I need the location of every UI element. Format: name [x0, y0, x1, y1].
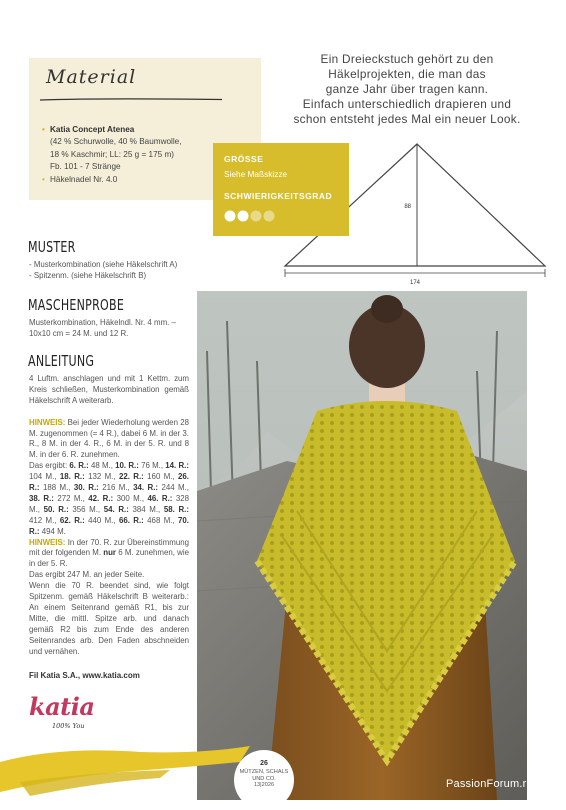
count-stitch-value: 468 M., [143, 515, 179, 525]
hinweis-text: In der 70. R. zur Übereinstimmung mit der folgenden M. [29, 537, 189, 558]
hinweis-label: HINWEIS: [29, 537, 66, 547]
count-stitch-value: 48 M., [88, 461, 116, 471]
counts-intro: Das ergibt: [29, 461, 70, 471]
size-text: Siehe Maßskizze [224, 169, 288, 179]
hinweis-text: Bei jeder Wiederholung werden 28 M. zugenommen (= 4 R.), dabei 6 M. in der 3. R., 8 M. in der 4. R., 6 M. in der 5. R. und 8 M. in der 6. R. zunehmen. [29, 417, 189, 460]
muster-text [29, 260, 199, 282]
count-stitch-value: 244 M., [158, 483, 190, 493]
model-shawl-photo [197, 291, 527, 800]
material-color: Fb. 101 - 7 Stränge [50, 162, 121, 172]
count-stitch-value: 494 M. [39, 526, 66, 536]
material-composition-2: 18 % Kaschmir; LL: 25 g = 175 m) [50, 149, 175, 159]
count-stitch-value: 384 M., [128, 504, 164, 514]
muster-line: - Spitzenm. (siehe Häkelschrift B) [29, 270, 147, 280]
count-stitch-value: 132 M., [84, 472, 119, 482]
count-stitch-value: 300 M., [113, 493, 148, 503]
anleitung-hinweis-2 [29, 538, 189, 571]
intro-line: Einfach unterschiedlich drapieren und [302, 97, 512, 111]
count-stitch-value: 160 M., [143, 472, 179, 482]
material-title: Material [46, 66, 137, 88]
muster-title: MUSTER [28, 238, 76, 256]
count-row-label: 34. R.: [133, 483, 159, 493]
difficulty-dot [264, 211, 275, 222]
count-row-label: 42. R.: [88, 493, 114, 503]
material-underline-stroke [40, 98, 222, 101]
page-subtitle-line: MÜTZEN, SCHALS [239, 769, 289, 775]
anleitung-paragraph: 4 Luftm. anschlagen und mit 1 Kettm. zum Kreis schließen, Musterkombination gemäß Häkelschrift A weiterarb. [29, 374, 189, 405]
count-stitch-value: 104 M., [29, 472, 60, 482]
anleitung-final: Wenn die 70 R. beendet sind, wie folgt Spitzenm. gemäß Häkelschrift B weiterarb.: An einem Seitenrand gemäß R1, bis zur Mitte, die mittl. Spitze arb. und danach gemäß R2 bis zum Ende des anderen Seitenrandes arb. Den Faden abschneiden und vernähen. [29, 581, 189, 656]
count-stitch-value: 272 M., [53, 493, 89, 503]
count-stitch-value: 76 M., [138, 461, 166, 471]
count-row-label: 22. R.: [118, 472, 144, 482]
yellow-brush-stroke [0, 742, 260, 800]
difficulty-dot [251, 211, 262, 222]
count-stitch-value: 412 M., [29, 515, 60, 525]
watermark: PassionForum.ru [446, 778, 533, 790]
count-row-label: 38. R.: [29, 493, 54, 503]
intro-line: Ein Dreieckstuch gehört zu den [320, 52, 494, 66]
intro-line: ganze Jahr über tragen kann. [325, 82, 489, 96]
manufacturer-credit: Fil Katia S.A., www.katia.com [29, 671, 140, 680]
maschenprobe-line: 10x10 cm = 24 M. und 12 R. [29, 328, 129, 338]
hinweis-emphasis: nur [103, 548, 117, 558]
count-stitch-value: 440 M., [84, 515, 119, 525]
count-row-label: 26. R.: [29, 472, 189, 493]
difficulty-rating [224, 209, 284, 223]
count-row-label: 6. R.: [69, 461, 89, 471]
material-needle: • Häkelnadel Nr. 4.0 [42, 174, 254, 186]
size-title: GRÖSSE [224, 154, 264, 164]
maschenprobe-line: Musterkombination, Häkelndl. Nr. 4 mm. – [29, 318, 176, 327]
count-stitch-value: 188 M., [39, 483, 74, 493]
width-label: 174 [409, 280, 421, 286]
anleitung-text [29, 374, 189, 658]
count-row-label: 10. R.: [115, 461, 139, 471]
count-stitch-value: 328 M., [29, 493, 190, 514]
anleitung-total: Das ergibt 247 M. an jeder Seite. [29, 570, 145, 580]
page-subtitle-line: UND CO. [252, 775, 276, 782]
count-row-label: 30. R.: [73, 483, 99, 493]
intro-text [272, 52, 542, 127]
count-stitch-value: 356 M., [68, 504, 104, 514]
maschenprobe-title: MASCHENPROBE [28, 296, 125, 314]
material-yarn: • Katia Concept Atenea [42, 124, 254, 136]
count-row-label: 18. R.: [59, 472, 85, 482]
count-row-label: 14. R.: [165, 461, 189, 471]
hinweis-text: 6 M. zunehmen, wie in der 5. R. [29, 548, 189, 569]
page-number: 26 [260, 760, 268, 767]
page-subtitle-line: 13|2026 [253, 782, 275, 789]
count-row-label: 58. R.: [163, 504, 189, 514]
muster-line: - Musterkombination (siehe Häkelschrift A) [29, 260, 178, 269]
count-row-label: 70. R.: [29, 515, 189, 536]
anleitung-title: ANLEITUNG [28, 352, 95, 370]
count-row-label: 62. R.: [59, 515, 85, 525]
maschenprobe-text [29, 318, 199, 340]
katia-logo-tagline: 100% You [52, 722, 85, 730]
intro-line: schon entsteht jedes Mal ein neuer Look. [293, 112, 521, 126]
difficulty-dot [225, 211, 236, 222]
difficulty-title: SCHWIERIGKEITSGRAD [224, 191, 333, 201]
count-row-label: 54. R.: [103, 504, 129, 514]
anleitung-hinweis-1 [29, 418, 189, 462]
count-row-label: 66. R.: [118, 515, 144, 525]
difficulty-dot [238, 211, 249, 222]
anleitung-counts [29, 461, 189, 537]
count-stitch-value: 216 M., [98, 483, 134, 493]
intro-line: Häkelprojekten, die man das [328, 67, 486, 81]
count-row-label: 46. R.: [147, 493, 173, 503]
height-label: 88 [404, 204, 411, 210]
material-composition-1: (42 % Schurwolle, 40 % Baumwolle, [50, 137, 182, 147]
katia-logo: katia [29, 692, 95, 721]
count-row-label: 50. R.: [43, 504, 69, 514]
hinweis-label: HINWEIS: [29, 417, 66, 427]
page-subtitle [234, 769, 294, 789]
